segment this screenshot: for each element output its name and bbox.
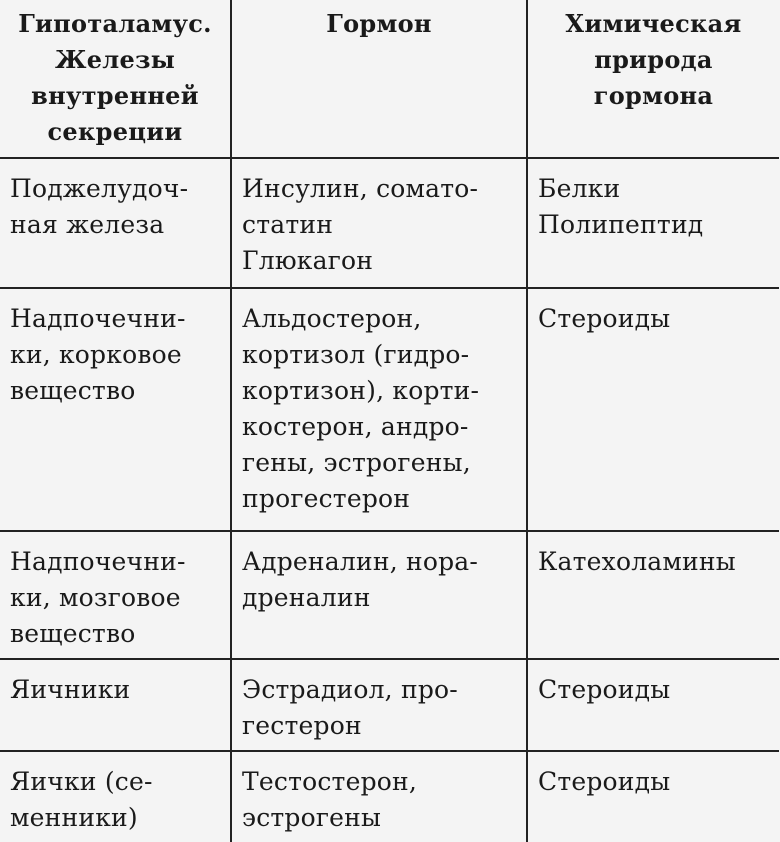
table-row [0,751,779,842]
cell-chemical-nature: Стероиды [527,659,779,751]
cell-gland: Надпочечни- ки, мозговое вещество [0,531,231,659]
header-hormone: Гормон [231,0,527,158]
cell-gland: Надпочечни- ки, корковое вещество [0,288,231,531]
cell-hormone: Эстрадиол, про- гестерон [231,659,527,751]
cell-hormone: Адреналин, нора- дреналин [231,531,527,659]
cell-chemical-nature: Стероиды [527,751,779,842]
header-gland: Гипоталамус. Железы внутренней секреции [0,0,231,158]
table-row [0,659,779,751]
cell-hormone: Альдостерон, кортизол (гидро- кортизон), корти- костерон, андро- гены, эстрогены, прогестерон [231,288,527,531]
table-row [0,158,779,288]
table-row [0,288,779,531]
cell-gland: Яичники [0,659,231,751]
cell-gland: Яички (се- менники) [0,751,231,842]
header-row [0,0,779,158]
header-chemical-nature: Химическая природа гормона [527,0,779,158]
cell-hormone: Тестостерон, эстрогены [231,751,527,842]
cell-hormone: Инсулин, сомато- статин Глюкагон [231,158,527,288]
cell-chemical-nature: Белки Полипептид [527,158,779,288]
cell-chemical-nature: Катехоламины [527,531,779,659]
cell-chemical-nature: Стероиды [527,288,779,531]
cell-gland: Поджелудоч- ная железа [0,158,231,288]
table-row [0,531,779,659]
